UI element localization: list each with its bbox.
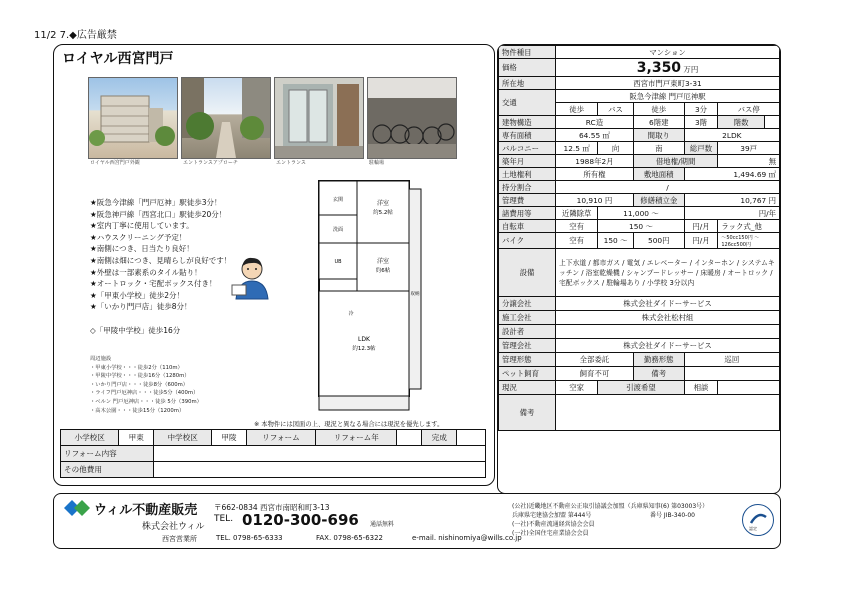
room-label-2: 洋室: [376, 258, 390, 265]
nearby-item: ・ベルン 門戸厄神店・・・徒歩 5分（390m）: [90, 398, 202, 405]
header-note: 11/2 7.◆広告厳禁: [34, 30, 117, 41]
moto-status: 空有: [556, 233, 598, 249]
land-value: 所有権: [556, 168, 634, 181]
floorplan-disclaimer: ※ 本物件には図面の上、現況と異なる場合には現況を優先します。: [254, 421, 444, 428]
balcony-label: バルコニー: [499, 142, 556, 155]
feature-item: ★南側につき、日当たり良好！: [90, 244, 194, 254]
structure-value: RC造: [556, 116, 634, 129]
company-address: 〒662-0834 西宮市南昭和町3-13: [214, 503, 330, 512]
transport-line: 阪急今津線 門戸厄神駅: [556, 90, 780, 103]
reform-content-label: リフォーム内容: [61, 446, 154, 462]
moto-fee: 150 ～: [598, 233, 634, 249]
svg-text:収納: 収納: [410, 292, 420, 297]
feature-item: ★オートロック・宅配ボックス付き！: [90, 279, 217, 289]
nearby-title: 周辺施設: [90, 356, 112, 362]
builder-label: 施工会社: [499, 311, 556, 325]
status-label: 現況: [499, 381, 556, 395]
built-value: 1988年2月: [556, 155, 634, 168]
other-cost-label: その他費用: [61, 462, 154, 478]
svg-text:玄関: 玄関: [332, 197, 344, 203]
nearby-item: ・ライフ門戸厄神店・・・徒歩5分（400m）: [90, 390, 199, 397]
repair-value: 10,767 円: [684, 194, 779, 207]
bike-unit: 円/月: [684, 220, 718, 233]
entrance-photo: [274, 77, 364, 159]
other-cost-value: 11,000 ～: [598, 207, 684, 220]
bus-stop: バス停: [718, 103, 780, 116]
nearby-item: ・甲陵中学校・・・徒歩16分（1280m）: [90, 373, 190, 380]
toll-free-number: 0120-300-696: [242, 511, 359, 529]
bike-label: 自転車: [499, 220, 556, 233]
manager-label: 管理会社: [499, 339, 556, 353]
feature-item: ★室内丁寧に使用しています。: [90, 221, 194, 231]
elem-school-label: 小学校区: [61, 430, 119, 446]
floor-plan: [299, 175, 449, 424]
work-label: 勤務形態: [633, 353, 684, 367]
manager-value: 株式会社ダイドーサービス: [556, 339, 780, 353]
other-cost-label: 諸費用等: [499, 207, 556, 220]
feature-item: ★阪急神戸線「西宮北口」駅徒歩20分！: [90, 209, 227, 219]
delivery-label: 引渡希望: [598, 381, 684, 395]
bicycle-parking-photo: [367, 77, 457, 159]
designer-label: 設計者: [499, 325, 556, 339]
bike-note: ラック式_他: [718, 220, 780, 233]
photo-caption: エントランスアプローチ: [183, 160, 238, 166]
facilities-label: 設備: [499, 249, 556, 297]
walk2-label: 徒歩: [633, 103, 684, 116]
balcony-value: 12.5 ㎡: [556, 142, 598, 155]
school-reform-table: [60, 429, 486, 478]
other-note-label: 備考: [633, 367, 684, 381]
floors-value: 6階建: [633, 116, 684, 129]
designer-value: [556, 325, 780, 339]
site-area-value: 1,494.69 ㎡: [684, 168, 779, 181]
area-value: 64.55 ㎡: [556, 129, 634, 142]
feature-item: ★阪急今津線「門戸厄神」駅徒歩3分！: [90, 198, 222, 207]
feature-item: ★外壁は一部素系のタイル貼り！: [90, 267, 202, 277]
moto-fee2: 500円: [633, 233, 684, 249]
share-label: 持分割合: [499, 181, 556, 194]
exterior-photo: [88, 77, 178, 159]
certification-seal-icon: [742, 504, 774, 536]
status-value: 空家: [556, 381, 598, 395]
license-number: 番号 JIB-340-00: [650, 512, 695, 519]
mascot-illustration: [230, 255, 274, 305]
units-label: 総戸数: [684, 142, 718, 155]
feature-item: ★南側は畑につき、見晴らしが良好です！: [90, 255, 232, 265]
reform-year-label: リフォーム年: [316, 430, 397, 446]
price-unit: 万円: [683, 64, 699, 74]
svg-text:約6帖: 約6帖: [375, 268, 391, 274]
bike-fee: 150 ～: [598, 220, 684, 233]
photo-caption: ロイヤル西宮門戸外観: [90, 160, 140, 166]
land-label: 土地権利: [499, 168, 556, 181]
svg-text:冷: 冷: [348, 311, 354, 317]
branch-name: 西宮営業所: [162, 535, 197, 543]
complete-label: 完成: [422, 430, 457, 446]
nearby-item: ・甲東小学校・・・徒歩2分（110m）: [90, 364, 183, 371]
mgmt-form-value: 全部委託: [556, 353, 634, 367]
transport-label: 交通: [499, 90, 556, 116]
feature-item: ★「いかり門戸店」徒歩8分！: [90, 302, 192, 312]
land-rights-value: 無: [718, 155, 780, 168]
svg-text:約12.3帖: 約12.3帖: [352, 346, 376, 352]
moto-note: ～50cc150円 ～126cc500円: [718, 233, 780, 249]
license-line: (一社)不動産流通経営協会会員: [512, 521, 595, 528]
price-value: 3,350: [636, 59, 682, 76]
photo-caption: 駐輪場: [369, 160, 385, 166]
floor-value: 3階: [684, 116, 718, 129]
direction-value: 南: [633, 142, 684, 155]
fax-number: FAX. 0798-65-6322: [316, 534, 384, 542]
other-cost-type: 近隣除草: [556, 207, 598, 220]
seller-label: 分譲会社: [499, 297, 556, 311]
svg-text:洗面: 洗面: [332, 227, 344, 233]
phone-number: TEL. 0798-65-6333: [216, 534, 283, 542]
company-logo-icon: [64, 500, 90, 520]
license-line: 兵庫県宅建協会加盟 第444号: [512, 512, 592, 519]
svg-text:約5.2帖: 約5.2帖: [373, 210, 393, 216]
seller-value: 株式会社ダイドーサービス: [556, 297, 780, 311]
pet-value: 飼育不可: [556, 367, 634, 381]
details-panel: [497, 44, 781, 494]
feature-item: ★ハウスクリーニング予定！: [90, 232, 187, 242]
nearby-item: ・いかり門戸店・・・徒歩8分（600m）: [90, 381, 189, 388]
address-value: 西宮市門戸東町3-31: [556, 77, 780, 90]
pet-label: ペット飼育: [499, 367, 556, 381]
mid-school-label: 中学校区: [154, 430, 212, 446]
land-rights-label: 借地権/期間: [633, 155, 717, 168]
approach-photo: [181, 77, 271, 159]
direction-label: 向: [598, 142, 634, 155]
structure-label: 建物構造: [499, 116, 556, 129]
details-table: [498, 45, 780, 431]
mid-school-value: 甲陵: [212, 430, 247, 446]
mgmt-fee-label: 管理費: [499, 194, 556, 207]
moto-label: バイク: [499, 233, 556, 249]
company-legal: 株式会社ウィル: [142, 522, 205, 532]
seal-text: 認定: [749, 526, 757, 531]
nearby-item: ・高木公園・・・徒歩15分（1200m）: [90, 407, 185, 414]
price-label: 価格: [499, 59, 556, 77]
remarks-label: 備考: [499, 395, 556, 431]
address-label: 所在地: [499, 77, 556, 90]
tel-label: TEL.: [214, 514, 234, 524]
svg-text:UB: UB: [334, 259, 342, 265]
layout-label: 間取り: [633, 129, 684, 142]
repair-label: 修繕積立金: [633, 194, 684, 207]
property-title: ロイヤル西宮門戸: [62, 51, 174, 67]
elem-school-value: 甲東: [119, 430, 154, 446]
type-label: 物件種目: [499, 46, 556, 59]
reform-label: リフォーム: [246, 430, 315, 446]
other-cost-period: 円/年: [684, 207, 779, 220]
type-value: マンション: [556, 46, 780, 59]
units-value: 39戸: [718, 142, 780, 155]
tel-note: 通話無料: [370, 521, 395, 528]
site-area-label: 敷地面積: [633, 168, 684, 181]
email-address: e-mail. nishinomiya@wills.co.jp: [412, 534, 522, 542]
facilities-value: 上下水道 / 都市ガス / 電気 / エレベーター / インターホン / システムキッチン / 浴室乾燥機 / シャンプードレッサー / 床暖房 / オートロック / 宅配ボックス / 駐輪場あり / 小学校 3分以内: [556, 249, 780, 297]
ldk-label: LDK: [358, 336, 370, 343]
layout-value: 2LDK: [684, 129, 779, 142]
walk2-value: 3分: [684, 103, 718, 116]
license-line: (公社)近畿地区不動産公正取引協議会加盟（兵庫県知事(6) 第03003号）: [512, 503, 709, 510]
builder-value: 株式会社松村組: [556, 311, 780, 325]
floor-plan-label: 階数: [718, 116, 765, 129]
moto-unit: 円/月: [684, 233, 718, 249]
company-name: ウィル不動産販売: [94, 503, 198, 518]
built-label: 築年月: [499, 155, 556, 168]
share-value: /: [556, 181, 780, 194]
school-note: ◇「甲陵中学校」徒歩16分: [90, 326, 181, 335]
walk-value: バス: [598, 103, 634, 116]
walk-label: 徒歩: [556, 103, 598, 116]
mgmt-fee-value: 10,910 円: [556, 194, 634, 207]
license-line: (一社)全国住宅産業協会会員: [512, 530, 589, 537]
feature-list: [90, 197, 231, 313]
bike-status: 空有: [556, 220, 598, 233]
mgmt-form-label: 管理形態: [499, 353, 556, 367]
area-label: 専有面積: [499, 129, 556, 142]
delivery-value: 相談: [684, 381, 718, 395]
footer: [53, 493, 781, 549]
room-label-1: 洋室: [376, 200, 390, 207]
left-panel: [53, 44, 495, 486]
work-value: 巡回: [684, 353, 779, 367]
photo-caption: エントランス: [276, 160, 306, 166]
nearby-facilities: [90, 355, 202, 415]
feature-item: ★「甲東小学校」徒歩2分！: [90, 290, 184, 300]
